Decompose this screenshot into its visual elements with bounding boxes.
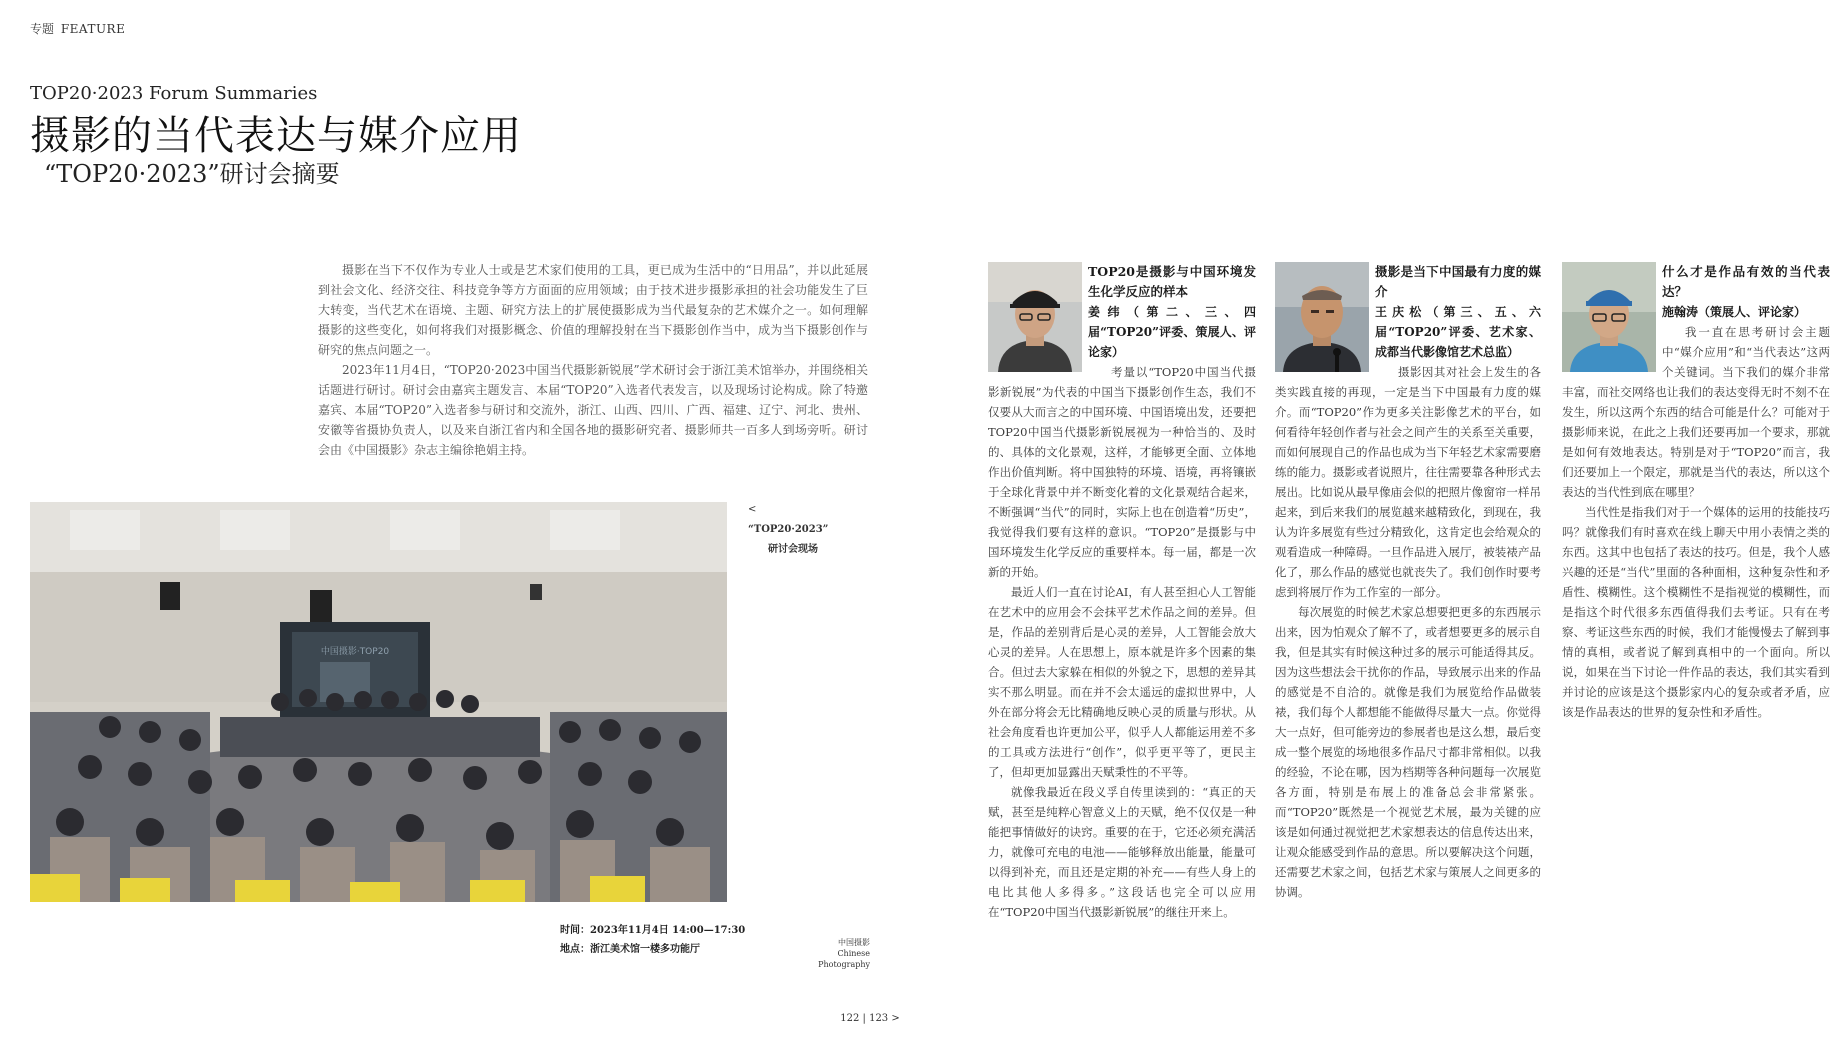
speaker-portrait-wang: [1275, 262, 1369, 372]
event-info: [560, 921, 745, 959]
article-paragraph: 当代性是指我们对于一个媒体的运用的技能技巧吗？就像我们有时喜欢在线上聊天中用小表情之类的东西。这其中也包括了表达的技巧。但是，我个人感兴趣的还是“当代”里面的各种面相，这种复杂性和矛盾性、模糊性。这个模糊性不是指视觉的模糊性，而是指这个时代很多东西值得我们去考证。只有在考察、考证这些东西的时候，我们才能慢慢去了解到事情的真相，或者说了解到真相中的一个面向。所以说，如果在当下讨论一件作品的表达，我们其实看到并讨论的应该是这个摄影家内心的复杂或者矛盾，应该是作品表达的世界的复杂性和矛盾性。: [1562, 505, 1830, 719]
article-speaker: 姜纬（第二、三、四届“TOP20”评委、策展人、评论家）: [1088, 305, 1256, 359]
article-heading: 什么才是作品有效的当代表达？: [1662, 264, 1830, 299]
article-speaker: 施翰涛（策展人、评论家）: [1662, 305, 1807, 319]
caption-title: “TOP20·2023”: [748, 524, 829, 535]
section-label-en: FEATURE: [60, 22, 126, 36]
article-heading: 摄影是当下中国最有力度的媒介: [1375, 264, 1541, 299]
section-label-cn: 专题: [30, 22, 55, 36]
magazine-logo: [800, 937, 870, 970]
article-paragraph: 摄影因其对社会上发生的各类实践直接的再现，一定是当下中国最有力度的媒介。而“TOP20”作为更多关注影像艺术的平台，如何看待年轻创作者与社会之间产生的关系至关重要，而如何展现自己的作品也成为当下年轻艺术家需要磨练的能力。摄影或者说照片，往往需要靠各种形式去展出。比如说从最早像庙会似的把照片像窗帘一样吊起来，到后来我们的展览越来越精致化，到现在，我认为许多展览有些过分精致化，这肯定也会给观众的观看造成一种障碍。一旦作品进入展厅，被装裱产品化了，那么作品的感觉也就丧失了。我们创作时要考虑到将展厅作为工作室的一部分。: [1275, 365, 1541, 599]
intro-paragraph: 摄影在当下不仅作为专业人士或是艺术家们使用的工具，更已成为生活中的“日用品”，并以此延展到社会文化、经济交往、科技竞争等方方面面的应用领域；由于技术进步摄影承担的社会功能发生了巨大转变，当代艺术在语境、主题、研究方法上的扩展使摄影成为当代最复杂的艺术媒介之一。如何理解摄影的这些变化，如何将我们对摄影概念、价值的理解投射在当下摄影创作当中，成为当下摄影创作与研究的焦点问题之一。: [318, 263, 868, 357]
magazine-name-en1: Chinese: [837, 949, 870, 958]
section-label: [30, 20, 125, 37]
page-subtitle: “TOP20·2023”研讨会摘要: [44, 160, 340, 188]
article-speaker: 王庆松（第三、五、六届“TOP20”评委、艺术家、成都当代影像馆艺术总监）: [1375, 305, 1541, 359]
caption-line: [748, 500, 848, 540]
photo-caption: [748, 500, 848, 560]
magazine-name-cn: 中国摄影: [838, 938, 870, 947]
article-column-3: [1562, 262, 1830, 722]
english-title: TOP20·2023 Forum Summaries: [30, 83, 318, 104]
magazine-name-en2: Photography: [818, 960, 870, 969]
article-paragraph: 最近人们一直在讨论AI，有人甚至担心人工智能在艺术中的应用会不会抹平艺术作品之间的差异。但是，作品的差别背后是心灵的差异，人工智能会放大心灵的差异。人在思想上，原本就是许多个因素的集合。但过去大家躲在相似的外貌之下，思想的差异其实不那么明显。而在并不会太遥远的虚拟世界中，人外在部分将会无比精确地反映心灵的质量与形状。从社会角度看也许更加公平，似乎人人都能运用差不多的工具或方法进行“创作”，似乎更平等了，更民主了，但却更加显露出天赋秉性的不平等。: [988, 585, 1256, 779]
forum-photo: [30, 502, 727, 902]
caption-subtitle: 研讨会现场: [768, 544, 818, 555]
event-time: 时间：2023年11月4日 14:00—17:30: [560, 925, 746, 936]
article-paragraph: 考量以“TOP20中国当代摄影新锐展”为代表的中国当下摄影创作生态，我们不仅要从大而言之的中国环境、中国语境出发，还要把TOP20中国当代摄影新锐展视为一种恰当的、及时的、具体的文化景观，这样，才能够更全面、立体地作出价值判断。将中国独特的环境、语境，再将镶嵌于全球化背景中并不断变化着的文化景观结合起来，不断强调“当代”的同时，实际上也在创造着“历史”，我觉得我们要有这样的意识。“TOP20”是摄影与中国环境发生化学反应的重要样本。每一届，都是一次新的开始。: [988, 365, 1256, 579]
article-column-1: [988, 262, 1256, 922]
intro-text: [318, 260, 868, 460]
article-paragraph: 每次展览的时候艺术家总想要把更多的东西展示出来，因为怕观众了解不了，或者想要更多的展示自我，但是其实有时候这种过多的展示可能适得其反。因为这些想法会干扰你的作品，导致展示出来的作品的感觉是不自洽的。就像是我们为展览给作品做装裱，我们每个人都想能不能做得尽量大一点。你觉得大一点好，但可能旁边的参展者也是这么想，最后变成一整个展览的场地很多作品尺寸都非常相似。以我的经验，不论在哪，因为档期等各种问题每一次展览各方面，特别是布展上的准备总会非常紧张。而“TOP20”既然是一个视觉艺术展，最为关键的应该是如何通过视觉把艺术家想表达的信息传达出来，让观众能感受到作品的意思。所以要解决这个问题，还需要艺术家之间，包括艺术家与策展人之间更多的协调。: [1275, 605, 1541, 899]
page-title: 摄影的当代表达与媒介应用: [30, 113, 522, 159]
screen-text: 中国摄影·TOP20: [320, 647, 390, 657]
caption-arrow-icon: <: [748, 504, 757, 515]
article-column-2: [1275, 262, 1541, 902]
article-paragraph: 我一直在思考研讨会主题中“媒介应用”和“当代表达”这两个关键词。当下我们的媒介非常丰富，而社交网络也让我们的表达变得无时不刻不在发生，所以这两个东西的结合可能是什么？可能对于摄影师来说，在此之上我们还要再加一个要求，那就是如何有效地表达。特别是对于“TOP20”而言，我们还要加上一个限定，那就是当代的表达，所以这个表达的当代性到底在哪里？: [1562, 325, 1830, 499]
intro-paragraph: 2023年11月4日，“TOP20·2023中国当代摄影新锐展”学术研讨会于浙江美术馆举办，并围绕相关话题进行研讨。研讨会由嘉宾主题发言、本届“TOP20”入选者代表发言，以及现场讨论构成。除了特邀嘉宾、本届“TOP20”入选者参与研讨和交流外，浙江、山西、四川、广西、福建、辽宁、河北、贵州、安徽等省摄协负责人，以及来自浙江省内和全国各地的摄影研究者、摄影师共一百多人到场旁听。研讨会由《中国摄影》杂志主编徐艳娟主持。: [318, 363, 868, 457]
article-paragraph: 就像我最近在段义孚自传里读到的：“真正的天赋，甚至是纯粹心智意义上的天赋，绝不仅仅是一种能把事情做好的诀窍。重要的在于，它还必须充满活力，就像可充电的电池——能够释放出能量，能量可以得到补充，而且还是定期的补充——有些人身上的电比其他人多得多。”这段话也完全可以应用在“TOP20中国当代摄影新锐展”的继往开来上。: [988, 785, 1256, 919]
speaker-portrait-jiang: [988, 262, 1082, 372]
event-place: 地点：浙江美术馆一楼多功能厅: [560, 944, 700, 955]
page-numbers: 122 | 123 >: [840, 1013, 900, 1024]
speaker-portrait-shi: [1562, 262, 1656, 372]
article-heading: TOP20是摄影与中国环境发生化学反应的样本: [1088, 264, 1256, 299]
